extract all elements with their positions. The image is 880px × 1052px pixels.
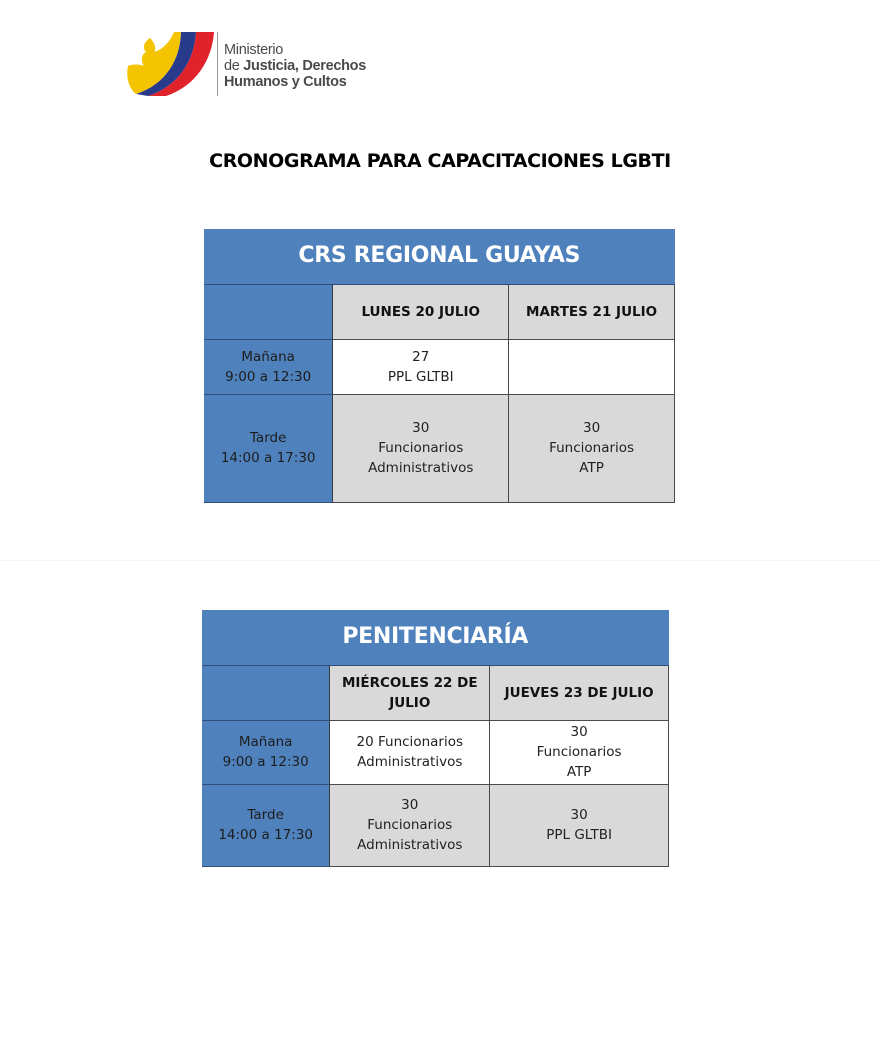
document-title: CRONOGRAMA PARA CAPACITACIONES LGBTI — [209, 150, 671, 172]
schedule-cell: 30 Funcionarios Administrativos — [330, 784, 490, 866]
table-row-morning — [204, 339, 675, 394]
schedule-cell-empty — [509, 339, 675, 394]
schedule-cell: 30 Funcionarios Administrativos — [333, 394, 509, 502]
page-divider — [0, 560, 878, 561]
row-label-morning: Mañana 9:00 a 12:30 — [202, 720, 330, 784]
table-row-afternoon — [202, 784, 669, 866]
row-label-afternoon: Tarde 14:00 a 17:30 — [202, 784, 330, 866]
schedule-cell: 30 PPL GLTBI — [490, 784, 669, 866]
column-header-day: JUEVES 23 DE JULIO — [490, 665, 669, 720]
logo-line-justicia: de Justicia, Derechos — [224, 58, 367, 74]
ministry-bird-flag-icon — [126, 30, 216, 100]
logo-divider — [217, 32, 218, 96]
column-header-day: MARTES 21 JULIO — [509, 284, 675, 339]
ministry-logo — [126, 30, 396, 102]
schedule-cell: 27 PPL GLTBI — [333, 339, 509, 394]
table-row-afternoon — [204, 394, 675, 502]
column-header-day: LUNES 20 JULIO — [333, 284, 509, 339]
column-header-day: MIÉRCOLES 22 DE JULIO — [330, 665, 490, 720]
table-title: PENITENCIARÍA — [202, 610, 669, 665]
schedule-cell: 30 Funcionarios ATP — [509, 394, 675, 502]
schedule-cell: 30 Funcionarios ATP — [490, 720, 669, 784]
schedule-table-penitenciaria — [202, 610, 669, 867]
table-row-morning — [202, 720, 669, 784]
table-title: CRS REGIONAL GUAYAS — [204, 229, 675, 284]
schedule-cell: 20 Funcionarios Administrativos — [330, 720, 490, 784]
row-label-morning: Mañana 9:00 a 12:30 — [204, 339, 333, 394]
corner-cell — [204, 284, 333, 339]
logo-text — [224, 42, 366, 90]
logo-line-ministerio: Ministerio — [224, 42, 284, 58]
logo-line-humanos: Humanos y Cultos — [224, 74, 347, 90]
corner-cell — [202, 665, 330, 720]
row-label-afternoon: Tarde 14:00 a 17:30 — [204, 394, 333, 502]
schedule-table-crs-regional-guayas — [204, 229, 675, 503]
